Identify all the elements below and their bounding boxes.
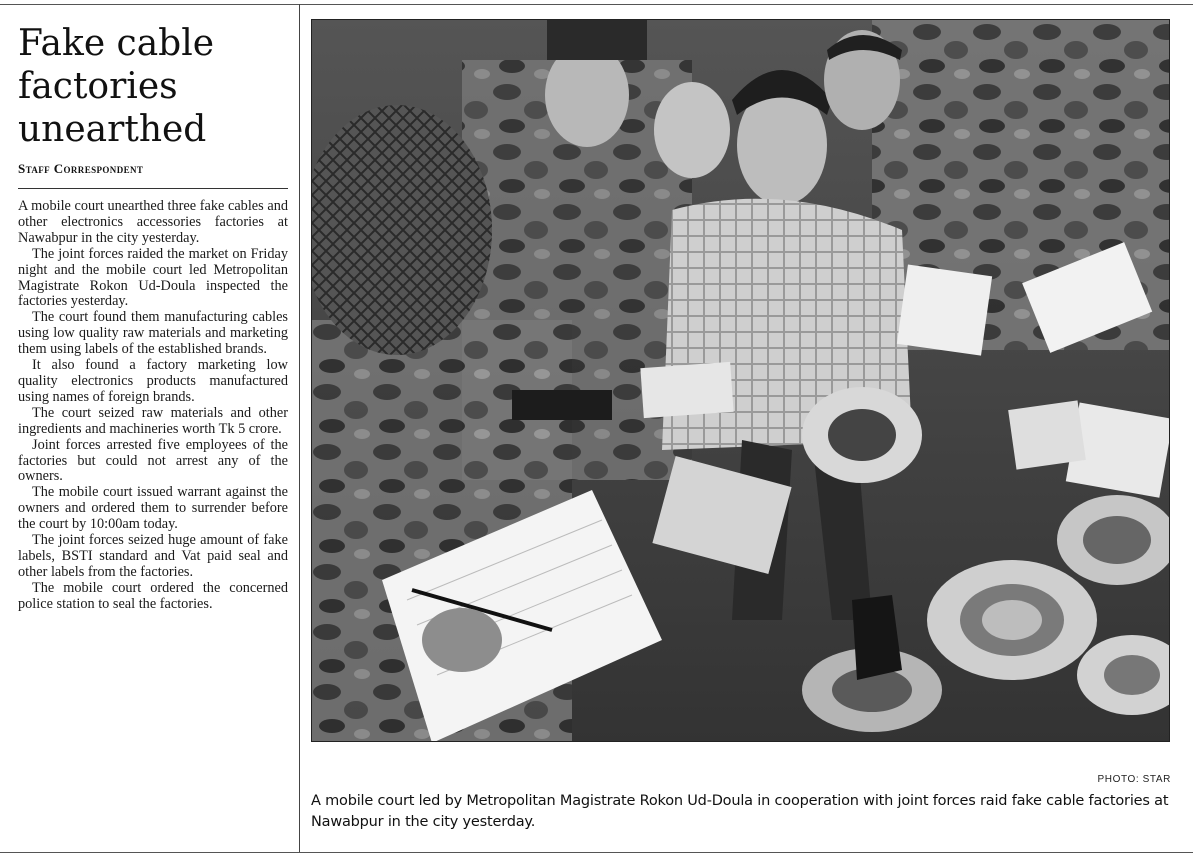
story-paragraph: The mobile court ordered the concerned police station to seal the factories. — [18, 579, 288, 612]
story-paragraph: Joint forces arrested five employees of the factories but could not arrest any of the owners. — [18, 436, 288, 485]
story-paragraph: The joint forces seized huge amount of fake labels, BSTI standard and Vat paid seal and other labels from the factories. — [18, 532, 288, 580]
byline: Staff Correspondent — [18, 161, 144, 176]
bottom-rule — [0, 852, 1193, 853]
story-paragraph: The court found them manufacturing cables using low quality raw materials and marketing them using labels of the established brands. — [18, 309, 288, 358]
news-photo — [311, 19, 1170, 742]
photo-caption: A mobile court led by Metropolitan Magistrate Rokon Ud-Doula in cooperation with joint forces raid fake cable factories at Nawabpur in the city yesterday. — [311, 793, 1169, 830]
story-paragraph: The mobile court issued warrant against the owners and ordered them to surrender before the court by 10:00am today. — [18, 484, 288, 533]
byline-rule — [18, 188, 288, 189]
story-body — [18, 199, 288, 613]
story-paragraph: A mobile court unearthed three fake cables and other electronics accessories factories at Nawabpur in the city yesterday. — [18, 198, 288, 246]
story-paragraph: It also found a factory marketing low quality electronics products manufactured using names of foreign brands. — [18, 357, 288, 405]
photo-credit: PHOTO: STAR — [1097, 774, 1171, 785]
column-divider — [299, 4, 300, 852]
headline: Fake cable factories unearthed — [18, 23, 215, 150]
raid-photo-illustration — [312, 20, 1170, 742]
story-paragraph: The court seized raw materials and other ingredients and machineries worth Tk 5 crore. — [18, 404, 288, 437]
story-paragraph: The joint forces raided the market on Friday night and the mobile court led Metropolitan Magistrate Rokon Ud-Doula inspected the factories yesterday. — [18, 245, 288, 310]
top-rule — [0, 4, 1193, 5]
